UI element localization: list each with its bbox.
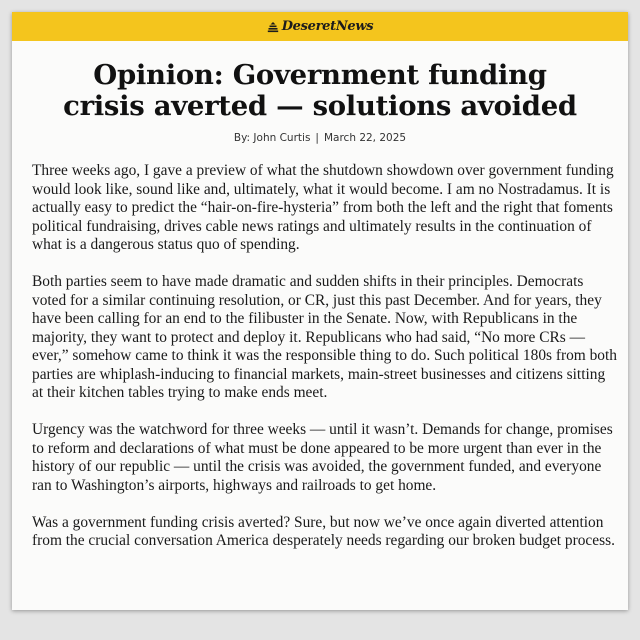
article-headline: [12, 60, 628, 122]
byline: [12, 132, 628, 144]
body-paragraph: Both parties seem to have made dramatic and sudden shifts in their principles. Democrats voted for a similar continuing resolution, or CR, just this past December. And for years, they have been calling for an end to the filibuster in the Senate. Now, with Republicans in the majority, they want to protect and deploy it. Republicans who had said, “No more CRs — ever,” somehow came to think it was the responsible thing to do. Such political 180s from both parties are whiplash-inducing to financial markets, main-street businesses and citizens sitting at their kitchen tables trying to make ends meet.: [32, 273, 617, 401]
article-body: [32, 162, 618, 551]
beehive-logo-icon: [267, 21, 279, 33]
byline-date: March 22, 2025: [323, 132, 407, 144]
headline-line-2: crisis averted — solutions avoided: [63, 90, 577, 122]
byline-author: By: John Curtis: [233, 132, 311, 144]
body-paragraph: Three weeks ago, I gave a preview of what the shutdown showdown over government funding would look like, sound like and, ultimately, what it would become. I am no Nostradamus. It is actually easy to predict the “hair-on-fire-hysteria” from both the left and the right that foments political fundraising, drives cable news ratings and ultimately results in the continuation of what is a dangerous status quo of spending.: [32, 162, 614, 253]
body-paragraph: Was a government funding crisis averted? Sure, but now we’ve once again diverted attention from the crucial conversation America desperately needs regarding our broken budget process.: [32, 513, 615, 549]
masthead-logo[interactable]: [267, 19, 374, 34]
brand-name: DeseretNews: [281, 19, 374, 34]
byline-separator: |: [315, 132, 319, 144]
headline-line-1: Opinion: Government funding: [93, 59, 547, 91]
body-paragraph: Urgency was the watchword for three weeks — until it wasn’t. Demands for change, promises to reform and declarations of what must be done appeared to be more urgent than ever in the history of our republic — until the crisis was avoided, the government funded, and everyone ran to Washington’s airports, highways and railroads to get home.: [32, 421, 613, 494]
article-page: [12, 12, 628, 610]
masthead-bar: [12, 12, 628, 41]
